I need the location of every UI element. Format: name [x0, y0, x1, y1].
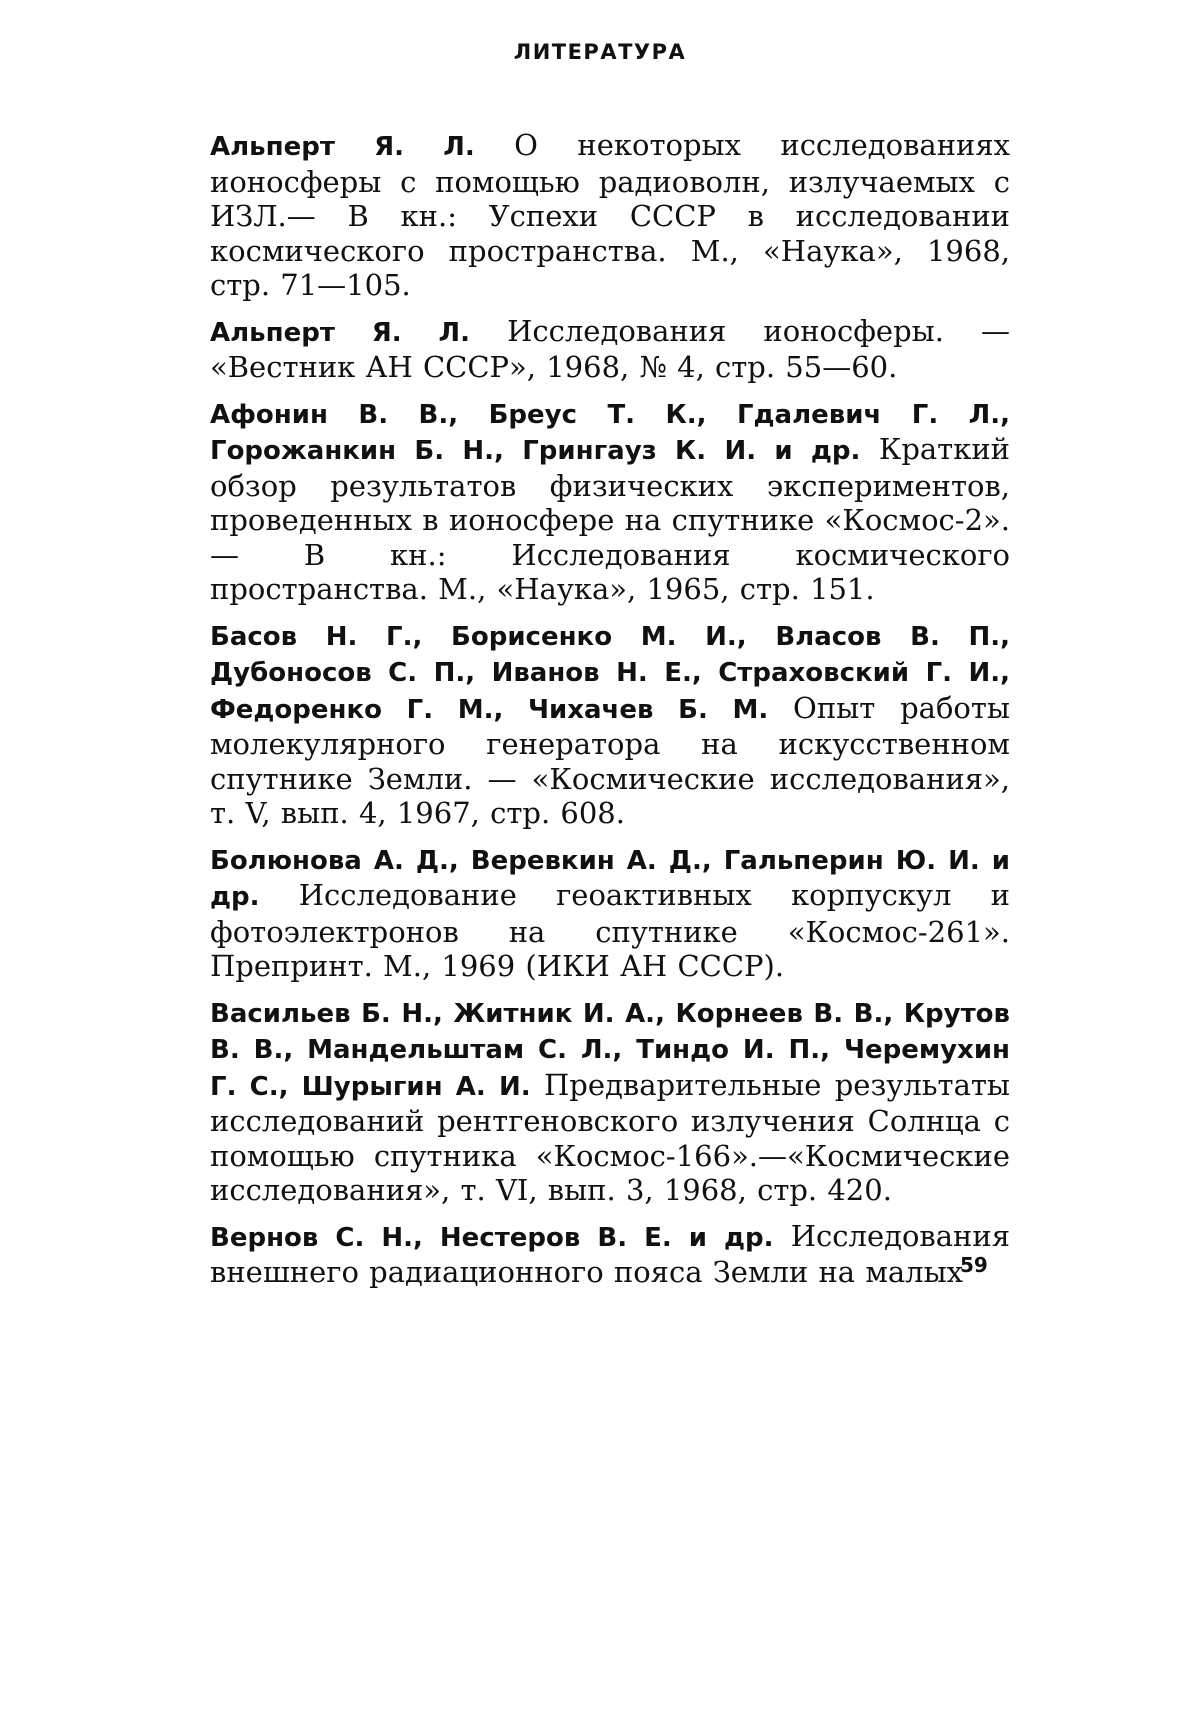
reference-authors: Басов Н. Г., Борисенко М. И., Власов В. П., Дубоносов С. П., Иванов Н. Е., Страховский Г. И., Федоренко Г. М., Чихачев Б. М. — [210, 621, 1010, 725]
reference-item — [210, 1219, 1010, 1290]
reference-authors: Афонин В. В., Бреус Т. К., Гдалевич Г. Л., Горожанкин Б. Н., Грингауз К. И. и др. — [210, 399, 1010, 466]
page-number: 59 — [960, 1253, 988, 1277]
reference-item — [210, 396, 1010, 607]
reference-authors: Васильев Б. Н., Житник И. А., Корнеев В. В., Крутов В. В., Мандельштам С. Л., Тиндо И. П., Черемухин Г. С., Шурыгин А. И. — [210, 998, 1010, 1102]
reference-authors: Альперт Я. Л. — [210, 132, 475, 162]
reference-item — [210, 314, 1010, 385]
reference-item — [210, 128, 1010, 303]
reference-authors: Болюнова А. Д., Веревкин А. Д., Гальперин Ю. И. и др. — [210, 845, 1010, 912]
reference-text: Опыт работы молекулярного генератора на искусственном спутнике Земли. — «Космические исследования», т. V, вып. 4, 1967, стр. 608. — [210, 690, 1010, 830]
reference-text: Предварительные результаты исследований рентгеновского излучения Солнца с помощью спутника «Космос-166».—«Космические исследования», т. VI, вып. 3, 1968, стр. 420. — [210, 1067, 1010, 1207]
reference-text: О некоторых исследованиях ионосферы с помощью радиоволн, излучаемых с ИЗЛ.— В кн.: Успехи СССР в исследовании космического пространства. М., «Наука», 1968, стр. 71—105. — [210, 128, 1010, 302]
reference-item — [210, 995, 1010, 1208]
page-header: ЛИТЕРАТУРА — [513, 40, 687, 64]
reference-list — [210, 128, 1010, 1301]
reference-text: Исследования ионосферы. — «Вестник АН СССР», 1968, № 4, стр. 55—60. — [210, 313, 1010, 384]
reference-authors: Альперт Я. Л. — [210, 317, 471, 348]
reference-text: Краткий обзор результатов физических экспериментов, проведенных в ионосфере на спутнике «Космос-2». — В кн.: Исследования космического пространства. М., «Наука», 1965, стр. 151. — [210, 432, 1011, 606]
reference-item — [210, 842, 1010, 984]
reference-item — [210, 618, 1010, 831]
reference-text: Исследование геоактивных корпускул и фотоэлектронов на спутнике «Космос-261». Препринт. М., 1969 (ИКИ АН СССР). — [210, 878, 1010, 983]
reference-text: Исследования внешнего радиационного пояса Земли на малых — [210, 1218, 1010, 1289]
reference-authors: Вернов С. Н., Нестеров В. Е. и др. — [210, 1222, 774, 1253]
